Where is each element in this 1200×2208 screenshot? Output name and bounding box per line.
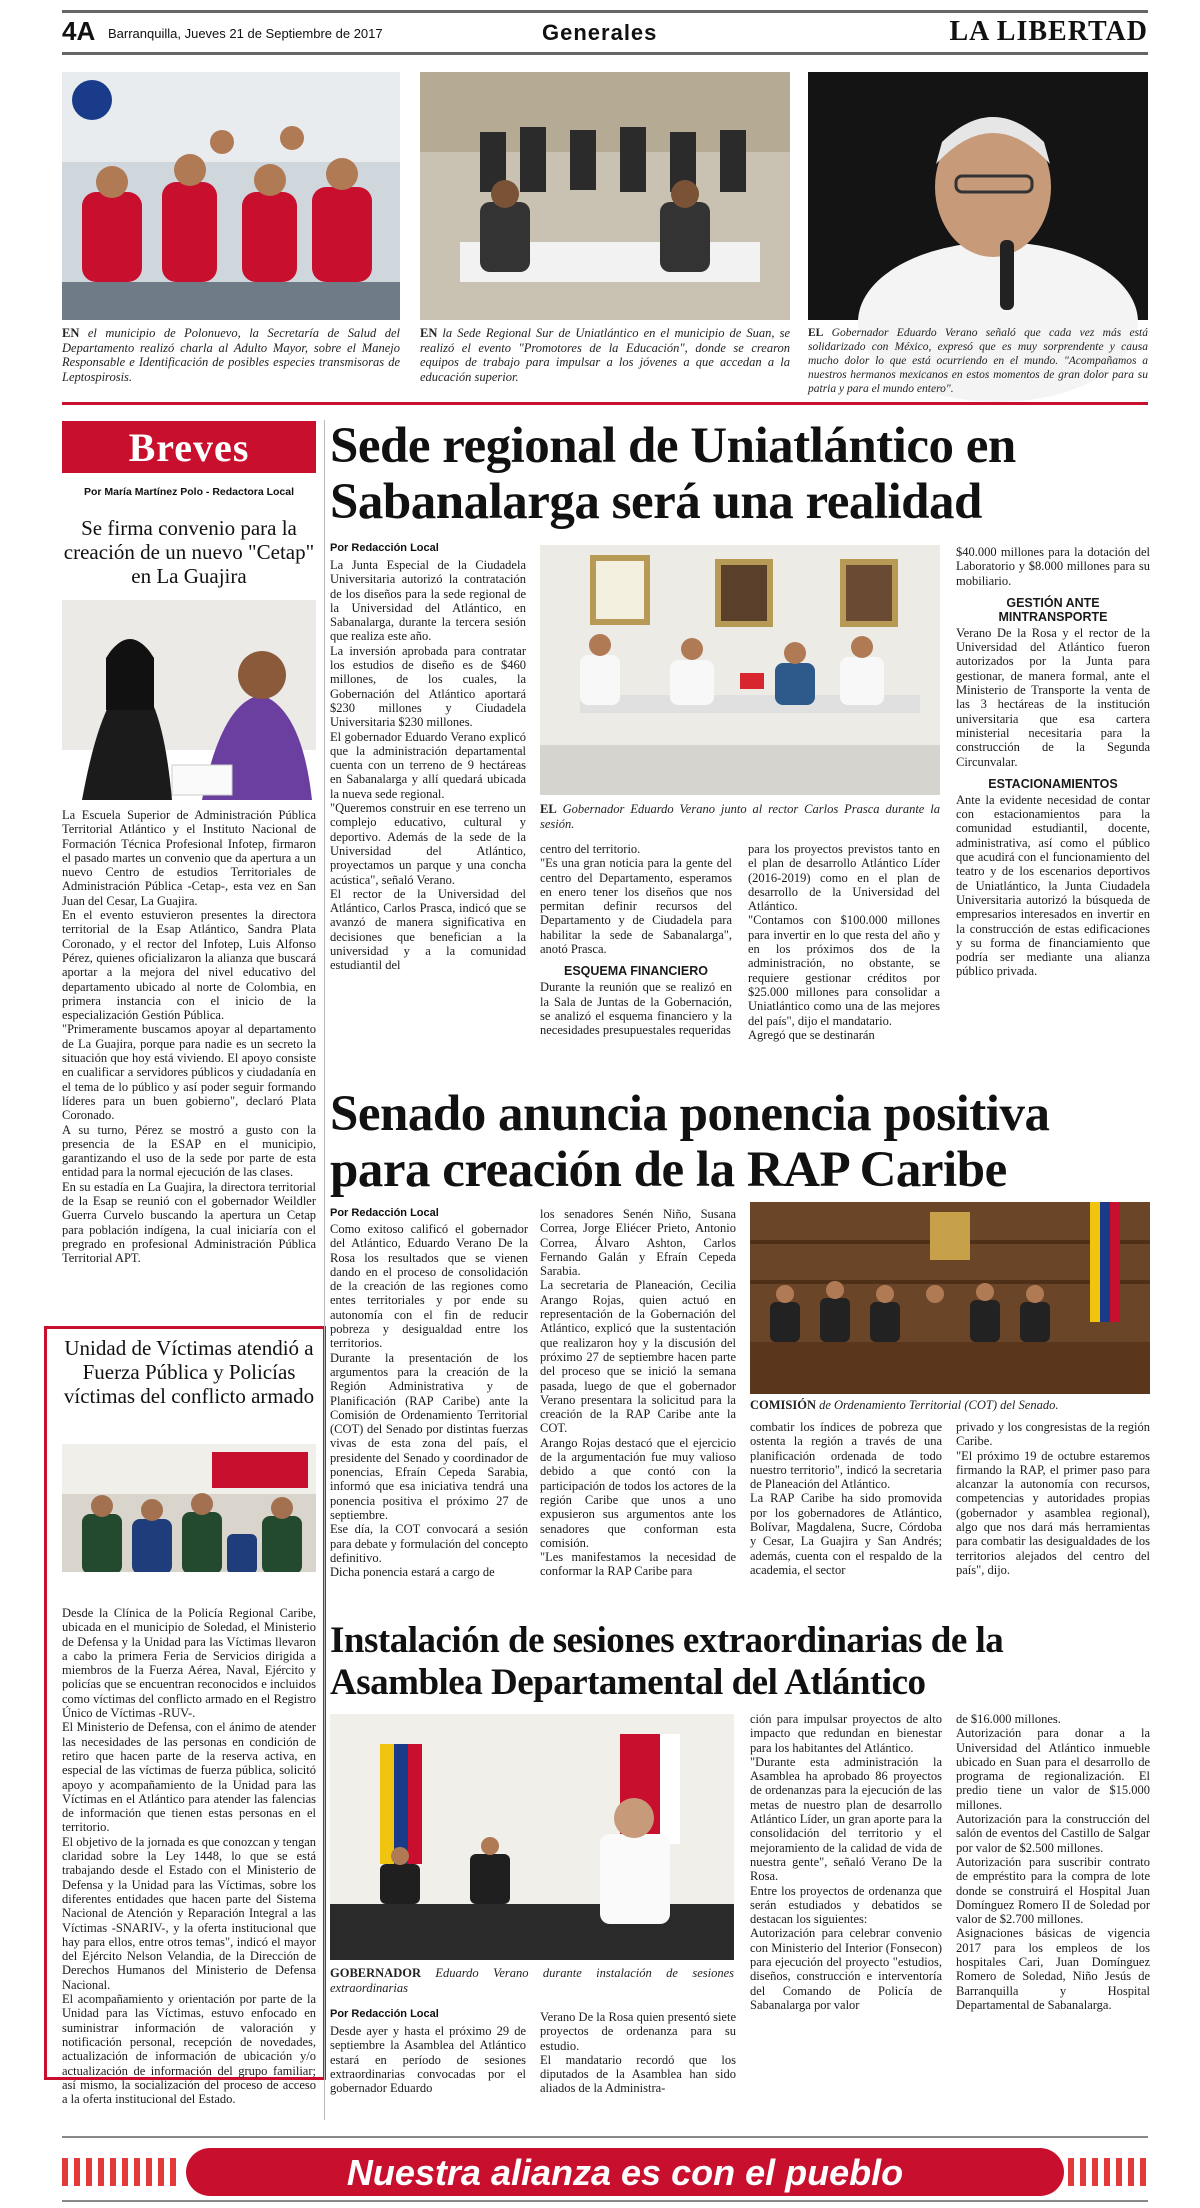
brief2-title: Unidad de Víctimas atendió a Fuerza Pública y Policías víctimas del conflicto armado	[63, 1336, 315, 1408]
article3-col4: de $16.000 millones. Autorización para donar a la Universidad del Atlántico inmueble ubicado en Suan para el desarrollo de programa de regionalización. El predio tiene un valor de $15.000 millones. Autorización para la construcción del salón de eventos del Castillo de Salgar por valor de $2.500 millones. Autorización para suscribir contrato de empréstito para la compra de lote donde se construirá el Hospital Juan Domínguez Romero II de Soledad por valor de $2.700 millones. Asignaciones básicas de vigencia 2017 para los empleos de los hospitales Cari, Juan Domínguez Romero de Soledad, Niño Jesús de Barranquilla y Hospital Departamental de Sabanalarga.	[956, 1712, 1150, 2012]
article2-col3: combatir los índices de pobreza que ostenta la región a través de una planificación ordenada de todo nuestro territorio", indicó la secretaria de Planeación del Atlántico. La RAP Caribe ha sido promovida por los gobernadores de Atlántico, Bolívar, Magdalena, Sucre, Córdoba y Cesar, La Guajira y San Andrés; además, cuenta con el respaldo de la academia, el sector	[750, 1420, 942, 1577]
footer-banner	[62, 2148, 1148, 2196]
caption-photo-2: EN la Sede Regional Sur de Uniatlántico en el municipio de Suan, se realizó el evento "Promotores de la Educación", donde se crearon equipos de trabajo para impulsar a los jóvenes a que accedan a la educación superior.	[420, 326, 790, 384]
red-divider	[62, 402, 1148, 405]
page-number: 4A	[62, 16, 96, 46]
photo-promotores-educacion	[420, 72, 790, 320]
photo-gobernador-verano	[808, 72, 1148, 320]
page-header	[62, 14, 1148, 50]
photo-asamblea	[330, 1714, 734, 1960]
article1-byline: Por Redacción Local	[330, 542, 439, 554]
photo-comision-senado	[750, 1202, 1150, 1394]
section-title: Generales	[542, 20, 658, 45]
breves-byline: Por María Martínez Polo - Redactora Local	[83, 486, 295, 498]
article2-byline: Por Redacción Local	[330, 1207, 439, 1219]
article1-photo-caption: EL Gobernador Eduardo Verano junto al rector Carlos Prasca durante la sesión.	[540, 802, 940, 831]
banner-pill	[186, 2148, 1064, 2196]
article3-byline: Por Redacción Local	[330, 2008, 439, 2020]
banner-bottom-rule	[62, 2200, 1148, 2202]
photo-adultos-mayores	[62, 72, 400, 320]
top-rule	[62, 10, 1148, 13]
caption-photo-1: EN el municipio de Polonuevo, la Secretaría de Salud del Departamento realizó charla al Adulto Mayor, sobre el Manejo Responsable e Identificación de posibles especies transmisoras de Leptospirosis.	[62, 326, 400, 384]
article1-col4: $40.000 millones para la dotación del Laboratorio y $8.000 millones para su mobiliario. GESTIÓN ANTE MINTRANSPORTE Verano De la Rosa y el rector de la Universidad del Atlántico fueron autorizados por la Junta para gestionar, de manera formal, ante el Ministerio de Transporte la venta de las 3 hectáreas de la institución universitaria que esa cartera ministerial necesitaria para la construcción de la Segunda Circunvalar. ESTACIONAMIENTOS Ante la evidente necesidad de contar con estacionamientos para la comunidad estudiantil, docente, administrativa, así como el público que acudirá con el funcionamiento del teatro y de los escenarios deportivos de Uniatlántico, la Junta Ciudadela Universitaria autorizó la búsqueda de empresarios interesados en invertir en la construcción de estas edificaciones y su forma de financiamiento que podría ser mediante una alianza público privada.	[956, 545, 1150, 979]
article1-col2: centro del territorio. "Es una gran noticia para la gente del centro del Departamento, esperamos en enero tener los diseños que nos permitan definir recursos del Departamento y de Ciudadela para habilitar la sede de Sabanalarga", anotó Prasca. ESQUEMA FINANCIERO Durante la reunión que se realizó en la Sala de Juntas de la Gobernación, se analizó el esquema financiero y la necesidades presupuestales requeridas	[540, 842, 732, 1038]
brief2-body: Desde la Clínica de la Policía Regional Caribe, ubicada en el municipio de Soledad, el Ministerio de Defensa y la Unidad para las Víctimas llevaron a cabo la primera Feria de Servicios dirigida a miembros de la Fuerza Aérea, Naval, Ejército y policías que se encuentran reconocidos e incluidos como víctimas del conflicto armado en el Registro Único de Víctimas -RUV-. El Ministerio de Defensa, con el ánimo de atender las necesidades de las personas en condición de retiro que hacen parte de la reserva activa, en especial de las víctimas de fuerza pública, solicitó apoyo y acompañamiento de la Unidad para las Víctimas en el Atlántico para atender las falencias de información que tienen estas personas en el territorio. El objetivo de la jornada es que conozcan y tengan claridad sobre la Ley 1448, lo que se está trabajando desde el Estado con el Ministerio de Defensa y la Unidad para las Víctimas, sobre los diferentes entidades que hacen parte del Sistema Nacional de Atención y Reparación Integral a las Víctimas -SNARIV-, y la oferta institucional que hay para ellos, entre otros temas", indicó el mayor del Ejército Nelson Velandia, de la Dirección de Derechos Humanos del Ministerio de Defensa Nacional. El acompañamiento y orientación por parte de la Unidad para las Víctimas, estuvo enfocado en suministrar información de valoración y notificación personal, recepción de novedades, actualización de información de ubicación y/o actualización de información del grupo familiar; así mismo, la socialización del proceso de acceso a la oferta institucional del Estado.	[62, 1606, 316, 2107]
brief1-title: Se firma convenio para la creación de un nuevo "Cetap" en La Guajira	[63, 516, 315, 588]
article2-col4: privado y los congresistas de la región Caribe. "El próximo 19 de octubre estaremos firmando la RAP, el primer paso para alcanzar la autonomía con recursos, competencias y autoridades propias (gobernador y asamblea regional), algo que nos dará más herramientas para combatir las desigualdades de los territorios alejados del centro del país", dijo.	[956, 1420, 1150, 1577]
photo-convenio-cetap	[62, 600, 316, 800]
banner-stripes-left	[62, 2158, 180, 2186]
banner-top-rule	[62, 2136, 1148, 2138]
banner-slogan: Nuestra alianza es con el pueblo	[346, 2152, 904, 2193]
article3-col3: ción para impulsar proyectos de alto impacto que redundan en bienestar para los habitantes del Atlántico. "Durante esta administración la Asamblea ha aprobado 86 proyectos de ordenanzas para la ejecución de las metas de nuestro plan de desarrollo Atlántico Líder, un gran aporte para la consolidación del territorio y el mejoramiento de la calidad de vida de nuestra gente", señaló Verano De la Rosa. Entre los proyectos de ordenanza que serán estudiados y debatidos se destacan los siguientes: Autorización para celebrar convenio con Ministerio del Interior (Fonsecon) para ejecución del proyecto "estudios, diseños, construcción e interventoría del Comando de Policía de Sabanalarga por valor	[750, 1712, 942, 2012]
masthead: LA LIBERTAD	[949, 16, 1148, 47]
article2-photo-caption: COMISIÓN de Ordenamiento Territorial (COT) del Senado.	[750, 1398, 1059, 1412]
banner-stripes-right	[1068, 2158, 1148, 2186]
article2-headline: Senado anuncia ponencia positiva para creación de la RAP Caribe	[330, 1086, 1050, 1198]
brief1-body: La Escuela Superior de Administración Pública Territorial Atlántico y el Instituto Nacional de Formación Técnica Profesional Infotep, firmaron el pasado martes un convenio que da apertura a un nuevo Centro de estudios Territoriales de Administración Pública -Cetap-, esta vez en San Juan del Cesar, La Guajira. En el evento estuvieron presentes la directora territorial de la Esap Atlántico, Sandra Plata Coronado, y el rector del Infotep, Luis Alfonso Pérez, quienes oficializaron la alianza que buscará aportar a la mejora del nivel educativo del departamento ubicado al norte de Colombia, en primera instancia con el inicio de la especialización Gestión Pública. "Primeramente buscamos apoyar al departamento de La Guajira, porque para nadie es un secreto la situación que hoy está viviendo. El apoyo consiste en cualificar a servidores públicos y ciudadanía en el tema de lo público y así poder seguir formando líderes para un buen gobierno", declaró Plata Coronado. A su turno, Pérez se mostró a gusto con la presencia de la ESAP en el municipio, garantizando el uso de la sede por parte de esta entidad para la normal ejecución de las clases. En su estadía en La Guajira, la directora territorial de la Esap se reunió con el gobernador Weildler Guerra Curvelo buscando la apertura un Cetap para población indígena, la cual iniciaría con el pregrado en profesional Administración Pública Territorial APT.	[62, 808, 316, 1266]
article3-photo-caption: GOBERNADOR Eduardo Verano durante instalación de sesiones extraordinarias	[330, 1966, 734, 1995]
column-separator	[324, 420, 325, 2120]
header-rule	[62, 52, 1148, 55]
photo-feria-victimas	[62, 1444, 316, 1596]
article3-col2: Verano De la Rosa quien presentó siete proyectos de ordenanza para su estudio. El mandatario recordó que los diputados de la Asamblea han sido aliados de la Administra-	[540, 2010, 736, 2096]
article1-headline: Sede regional de Uniatlántico en Sabanalarga será una realidad	[330, 418, 1016, 530]
article3-headline: Instalación de sesiones extraordinarias de la Asamblea Departamental del Atlántico	[330, 1620, 1004, 1703]
article1-col3: para los proyectos previstos tanto en el plan de desarrollo Atlántico Líder (2016-2019) como en el plan de desarrollo de la Universidad del Atlántico. "Contamos con $100.000 millones para invertir en lo que resta del año y en los próximos dos de la administración, no obstante, se requiere gestionar créditos por $25.000 millones para consolidar a Uniatlántico como una de las mejores del país", dijo el mandatario. Agregó que se destinarán	[748, 842, 940, 1042]
article2-col2: los senadores Senén Niño, Susana Correa, Jorge Eliécer Prieto, Antonio Correa, Álvaro Ashton, Carlos Fernando Galán y Efraín Cepeda Sarabia. La secretaria de Planeación, Cecilia Arango Rojas, quien actuó en representación de la Gobernación del Atlántico, explicó que la sustentación que realizaron hoy y la discusión del próximo 27 de septiembre hacen parte del proceso que se inició la semana pasada, luego de que el gobernador Verano presentara la solicitud para la creación de la RAP Caribe ante la COT. Arango Rojas destacó que el ejercicio de la argumentación fue muy valioso debido a que contó con la participación de todos los actores de la región Caribe que unos a uno expusieron sus argumentos ante los senadores que conforman esta comisión. "Les manifestamos la necesidad de conformar la RAP Caribe para	[540, 1207, 736, 1579]
article3-col1: Desde ayer y hasta el próximo 29 de septiembre la Asamblea del Atlántico estará en período de sesiones extraordinarias convocadas por el gobernador Eduardo	[330, 2024, 526, 2096]
article1-col1: La Junta Especial de la Ciudadela Universitaria autorizó la contratación de los diseños para la sede regional de la Universidad del Atlántico, en Sabanalarga, durante la tercera sesión que realiza este año. La inversión aprobada para contratar los estudios de diseño es de $460 millones, de los cuales, la Gobernación del Atlántico aportará $230 millones y Ciudadela Universitaria $230 millones. El gobernador Eduardo Verano explicó que la administración departamental cuenta con un terreno de 9 hectáreas en Sabanalarga y allí quedará ubicada la nueva sede regional. "Queremos construir en ese terreno un complejo educativo, cultural y deportivo. Además de la sede de la Universidad del Atlántico, proyectamos un parque y una concha acústica", señaló Verano. El rector de la Universidad del Atlántico, Carlos Prasca, indicó que se avanzó de manera significativa en decisiones que benefician a la universidad y a la comunidad estudiantil del	[330, 558, 526, 973]
photo-sesion-junta	[540, 545, 940, 795]
breves-label-box: Breves	[62, 421, 316, 473]
article2-col1: Como exitoso calificó el gobernador del Atlántico, Eduardo Verano De la Rosa los resultados que se vienen dando en el proceso de consolidación de la creación de las regiones como entes territoriales y por ende su autonomía con el fin de reducir pobreza y desigualdad entre los territorios. Durante la presentación de los argumentos para la creación de la Región Administrativa y de Planificación (RAP Caribe) ante la Comisión de Ordenamiento Territorial (COT) del Senado por distintas fuerzas vivas de esta zona del país, el presidente del Senado y coordinador de ponencias, Efraín Cepeda Sarabia, informó que esa iniciativa tendrá una ponencia positiva el próximo 27 de septiembre. Ese día, la COT convocará a sesión para debate y formulación del concepto definitivo. Dicha ponencia estará a cargo de	[330, 1222, 528, 1580]
caption-photo-3: EL Gobernador Eduardo Verano señaló que cada vez más está solidarizado con México, expresó que es muy sorprendente y causa mucho dolor lo que está ocurriendo en el mundo. "Acompañamos a nuestros hermanos mexicanos en estos momentos de gran dolor para su patria y para el mundo entero".	[808, 327, 1148, 395]
dateline: Barranquilla, Jueves 21 de Septiembre de 2017	[108, 26, 383, 41]
